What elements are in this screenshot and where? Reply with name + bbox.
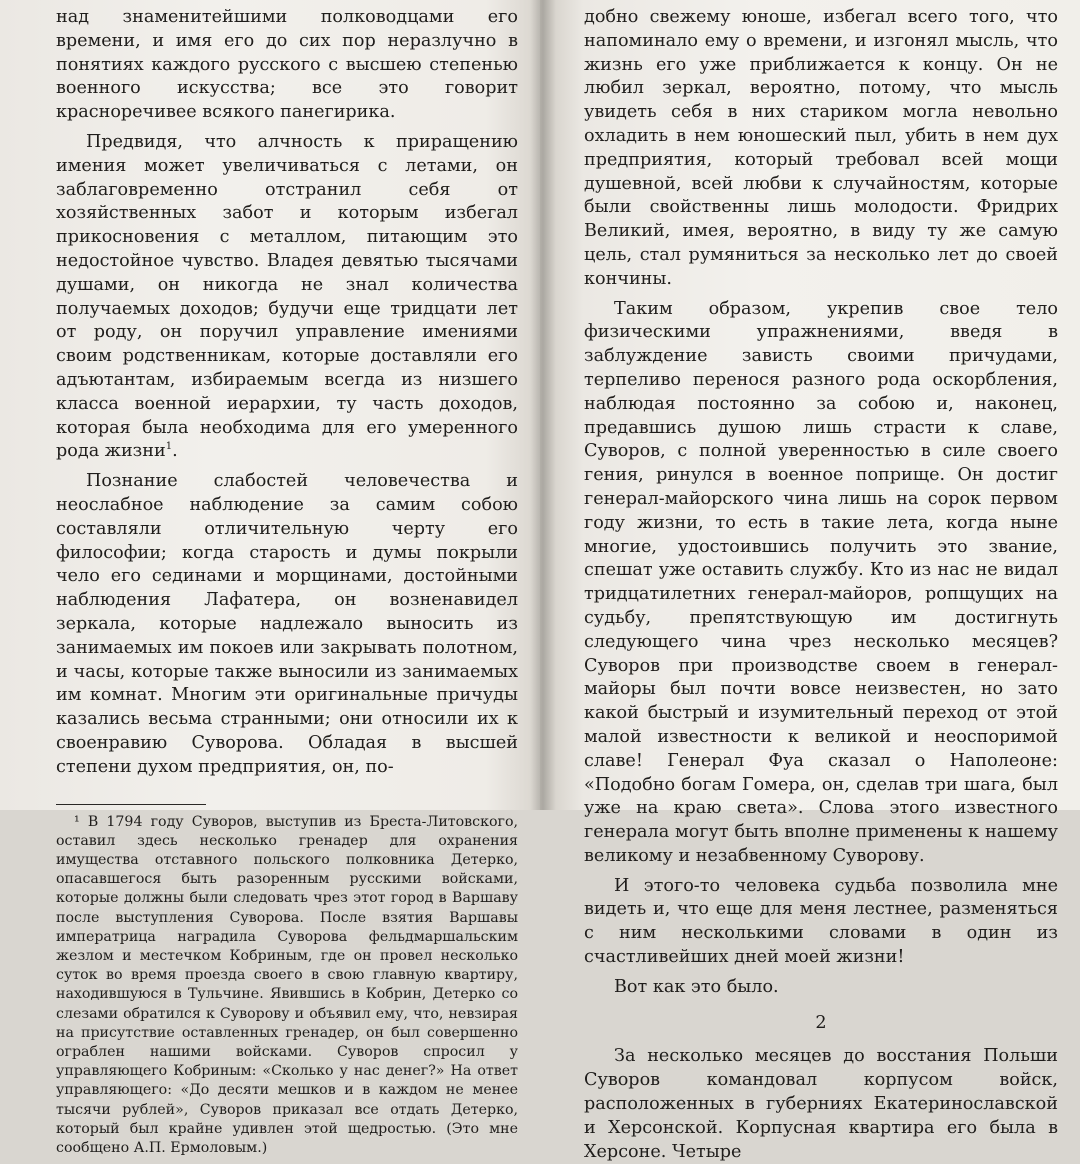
- left-paragraph-2: Предвидя, что алчность к приращению имения может увеличиваться с летами, он заблаговременно отстранил себя от хозяйственных забот и которым избегал прикосновения с металлом, питающим это недостойное чувство. Владея девятью тысячами душами, он никогда не знал количества получаемых доходов; будучи еще тридцати лет от роду, он поручил управление имениями своим родственникам, которые доставляли его адъютантам, избираемым всегда из низшего класса военной иерархии, ту часть доходов, которая была необходима для его умеренного рода жизни$^1$.: [56, 131, 518, 462]
- footnote-marker: 1: [165, 441, 173, 453]
- right-paragraph-3: И этого-то человека судьба позволила мне видеть и, что еще для меня лестнее, разменяться с ним несколькими словами в один из счастливейших дней моей жизни!: [584, 875, 1058, 968]
- section-number: 2: [815, 1012, 827, 1033]
- right-paragraph-2: Таким образом, укрепив свое тело физическими упражнениями, введя в заблуждение зависть своими причудами, терпеливо перенося разного рода оскорбления, наблюдая постоянно за собою и, наконец, предавшись душою лишь страсти к славе, Суворов, с полной уверенностью в силе своего гения, ринулся в военное поприще. Он достиг генерал-майорского чина лишь на сорок первом году жизни, то есть в такие лета, когда ныне многие, удостоившись получить это звание, спешат уже оставить службу. Кто из нас не видал тридцатилетних генерал-майоров, ропщущих на судьбу, препятствующую им достигнуть следующего чина чрез несколько месяцев? Суворов при производстве своем в генерал-майоры был почти вовсе неизвестен, но зато какой быстрый и изумительный переход от этой малой известности к великой и неоспоримой славе! Генерал Фуа сказал о Наполеоне: «Подобно богам Гомера, он, сделав три шага, был уже на краю света». Слова этого известного генерала могут быть вполне применены к нашему великому и незабвенному Суворову.: [584, 298, 1058, 866]
- left-paragraph-2-text: Предвидя, что алчность к приращению имения может увеличиваться с летами, он заблаговременно отстранил себя от хозяйственных забот и которым избегал прикосновения с металлом, питающим это недостойное чувство. Владея девятью тысячами душами, он никогда не знал количества получаемых доходов; будучи еще тридцати лет от роду, он поручил управление имениями своим родственникам, которые доставляли его адъютантам, избираемым всегда из низшего класса военной иерархии, ту часть доходов, которая была необходима для его умеренного рода жизни: [56, 131, 518, 462]
- right-paragraph-1: добно свежему юноше, избегал всего того, что напоминало ему о времени, и изгонял мысль, что жизнь его уже приближается к концу. Он не любил зеркал, вероятно, потому, что мысль увидеть себя в них стариком могла невольно охладить в нем юношеский пыл, убить в нем дух предприятия, который требовал всей мощи душевной, всей любви к случайностям, которые были свойственны лишь молодости. Фридрих Великий, имея, вероятно, в виду ту же самую цель, стал румяниться за несколько лет до своей кончины.: [584, 7, 1058, 289]
- right-page: [540, 0, 1080, 1162]
- footnote-divider: [56, 804, 206, 805]
- left-paragraph-3: Познание слабостей человечества и неослабное наблюдение за самим собою составляли отличительную черту его философии; когда старость и думы покрыли чело его сединами и морщинами, достойными наблюдения Лафатера, он возненавидел зеркала, которые надлежало выносить из занимаемых им покоев или закрывать полотном, и часы, которые также выносили из занимаемых им комнат. Многим эти оригинальные причуды казались весьма странными; они относили их к своенравию Суворова. Обладая в высшей степени духом предприятия, он, по-: [56, 471, 518, 777]
- footnote-text: ¹ В 1794 году Суворов, выступив из Бреста-Литовского, оставил здесь несколько гренадер для охранения имущества отставного польского полковника Детерко, опасавшегося быть разоренным русскими войсками, которые должны были следовать чрез этот город в Варшаву после выступления Суворова. После взятия Варшавы императрица наградила Суворова фельдмаршальским жезлом и местечком Кобриным, где он провел несколько суток во время проезда своего в свою главную квартиру, находившуюся в Тульчине. Явившись в Кобрин, Детерко со слезами обратился к Суворову и объявил ему, что, невзирая на присутствие оставленных гренадер, он был совершенно ограблен нашими войсками. Суворов спросил у управляющего Кобриным: «Сколько у нас денег?» На ответ управляющего: «До десяти мешков и в каждом не менее тысячи рублей», Суворов приказал все отдать Детерко, который был крайне удивлен этой щедростью. (Это мне сообщено А.П. Ермоловым.): [56, 813, 518, 1156]
- section-2-paragraph: За несколько месяцев до восстания Польши Суворов командовал корпусом войск, расположенных в губерниях Екатеринославской и Херсонской. Корпусная квартира его была в Херсоне. Четыре: [584, 1046, 1058, 1162]
- left-page: [0, 0, 540, 1156]
- left-paragraph-1: над знаменитейшими полководцами его времени, и имя его до сих пор неразлучно в понятиях каждого русского с высшею степенью военного искусства; все это говорит красноречивее всякого панегирика.: [56, 7, 518, 123]
- right-page-text: [584, 6, 1058, 1164]
- left-page-text: [56, 6, 518, 780]
- right-paragraph-4: Вот как это было.: [614, 976, 779, 997]
